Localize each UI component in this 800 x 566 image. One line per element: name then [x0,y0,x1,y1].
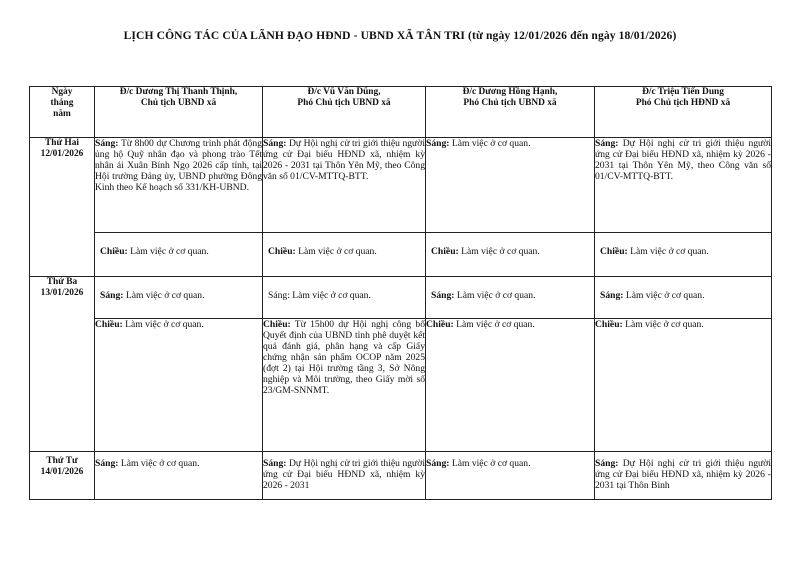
schedule-table [29,86,772,500]
schedule-cell [595,233,772,277]
leader-header-3 [426,87,595,138]
session-label: Chiều: [100,246,128,257]
schedule-cell [263,452,426,500]
day-cell-tuesday [30,277,95,452]
leader-name: Đ/c Vũ Văn Dũng, [307,87,381,97]
session-label: Chiều: [95,319,123,330]
page-title: LỊCH CÔNG TÁC CỦA LÃNH ĐẠO HĐND - UBND XÃ TÂN TRI (từ ngày 12/01/2026 đến ngày 18/01/2026) [123,29,677,42]
schedule-cell [263,138,426,233]
session-label: Chiều: [595,319,623,330]
schedule-cell [263,277,426,319]
session-label: Sáng: [426,458,450,469]
leader-header-4 [595,87,772,138]
session-text: Làm việc ở cơ quan. [118,458,200,469]
date-header-line: năm [53,109,71,119]
session-label: Sáng: [426,138,450,149]
session-text: Từ 15h00 dự Hội nghị công bố Quyết định của UBND tỉnh phê duyệt kết quả đánh giá, phân hạng và cấp Giấy chứng nhận sản phẩm OCOP năm 2025 (đợt 2) tại Hội trường tầng 3, Sở Nông nghiệp và Môi trường, theo Giấy mời số 23/GM-SNNMT. [263,319,425,396]
session-text: Làm việc ở cơ quan. [453,319,535,330]
session-text: Từ 8h00 dự Chương trình phát động ủng hộ Quỹ nhân đạo và phong trào Tết nhân ái Xuân Bính Ngọ 2026 cấp tỉnh, tại Hội trường Đảng ủy, UBND phường Đông Kinh theo Kế hoạch số 331/KH-UBND. [95,138,262,193]
session-text: Làm việc ở cơ quan. [458,246,540,257]
leader-role: Phó Chủ tịch UBND xã [297,98,391,108]
schedule-cell [263,233,426,277]
schedule-cell [263,319,426,452]
leader-header-1 [95,87,263,138]
session-label: Sáng: [431,290,455,301]
session-label: Sáng: [263,138,287,149]
schedule-cell [95,277,263,319]
schedule-cell [426,319,595,452]
date-column-header [30,87,95,138]
session-text: Làm việc ở cơ quan. [627,246,709,257]
session-label: Chiều: [268,246,296,257]
leader-name: Đ/c Triệu Tiến Dung [642,87,724,97]
tuesday-morning-row [30,277,772,319]
leader-role: Phó Chủ tịch HĐND xã [635,98,731,108]
session-label: Sáng: [263,458,287,469]
session-label: Chiều: [263,319,291,330]
leader-role: Chủ tịch UBND xã [140,98,217,108]
session-label: Sáng: [100,290,124,301]
schedule-cell [426,233,595,277]
tuesday-afternoon-row [30,319,772,452]
day-date: 14/01/2026 [40,467,84,477]
session-text: Làm việc ở cơ quan. [623,290,705,301]
session-label: Sáng: [595,138,619,149]
session-text: Làm việc ở cơ quan. [622,319,704,330]
session-label: Sáng: [95,458,119,469]
day-date: 13/01/2026 [40,288,84,298]
leader-name: Đ/c Dương Hồng Hạnh, [462,87,558,97]
session-text: Làm việc ở cơ quan. [449,138,531,149]
session-text: Dự Hội nghị cử tri giới thiệu người ứng cử Đại biểu HĐND xã, nhiệm kỳ 2026 - 2031 tại Thôn Bình [595,458,771,491]
schedule-cell [95,319,263,452]
monday-morning-row [30,138,772,233]
schedule-cell [595,452,772,500]
day-name: Thứ Tư [46,456,78,466]
schedule-cell [95,452,263,500]
leader-name: Đ/c Dương Thị Thanh Thịnh, [119,87,238,97]
session-label: Sáng: [600,290,624,301]
session-label: Sáng: [95,138,119,149]
schedule-cell [595,277,772,319]
session-text: Sáng: Làm việc ở cơ quan. [268,290,371,301]
schedule-cell [95,233,263,277]
session-text: Làm việc ở cơ quan. [122,319,204,330]
session-text: Làm việc ở cơ quan. [123,290,205,301]
day-name: Thứ Hai [44,138,80,148]
day-date: 12/01/2026 [40,149,84,159]
session-text: Làm việc ở cơ quan. [449,458,531,469]
header-row [30,87,772,138]
session-label: Chiều: [431,246,459,257]
session-label: Chiều: [426,319,454,330]
session-text: Làm việc ở cơ quan. [454,290,536,301]
session-text: Làm việc ở cơ quan. [295,246,377,257]
session-label: Sáng: [595,458,619,469]
day-cell-monday [30,138,95,277]
wednesday-morning-row [30,452,772,500]
schedule-cell [95,138,263,233]
schedule-cell [426,452,595,500]
monday-afternoon-row [30,233,772,277]
day-name: Thứ Ba [46,277,78,287]
schedule-cell [426,277,595,319]
leader-header-2 [263,87,426,138]
schedule-cell [595,138,772,233]
session-text: Dự Hội nghị cử tri giới thiệu người ứng cử Đại biểu HĐND xã, nhiệm kỳ 2026 - 2031 tại Thôn Yên Mỹ, theo Công văn số 01/CV-MTTQ-BTT. [595,138,771,182]
date-header-line: Ngày [51,87,73,97]
session-label: Chiều: [600,246,628,257]
session-text: Dự Hội nghị cử tri giới thiệu người ứng cử Đại biểu HĐND xã, nhiệm kỳ 2026 - 2031 [263,458,425,491]
schedule-cell [595,319,772,452]
session-text: Dự Hội nghị cử tri giới thiệu người ứng cử Đại biểu HĐND xã, nhiệm kỳ 2026 - 2031 tại Thôn Yên Mỹ, theo Công văn số 01/CV-MTTQ-BTT. [263,138,425,182]
date-header-line: tháng [50,98,74,108]
leader-role: Phó Chủ tịch UBND xã [463,98,557,108]
session-text: Làm việc ở cơ quan. [127,246,209,257]
schedule-cell [426,138,595,233]
day-cell-wednesday [30,452,95,500]
